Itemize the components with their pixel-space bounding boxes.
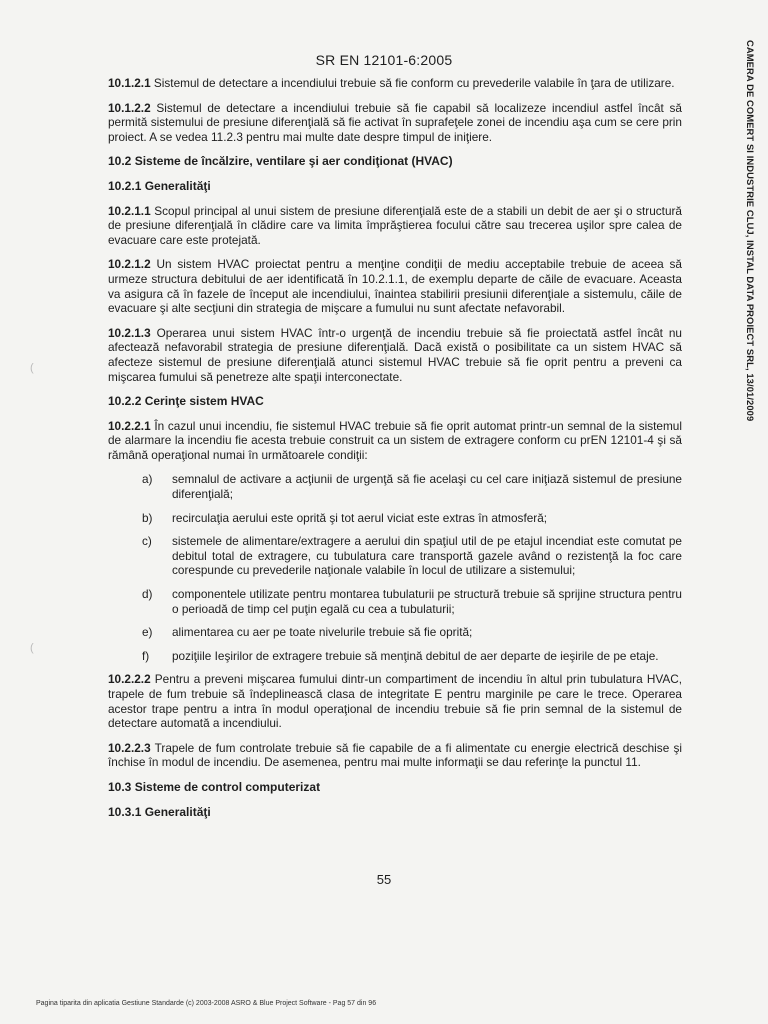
list-item bbox=[108, 472, 682, 501]
section-heading: 10.2.1 Generalităţi bbox=[108, 178, 211, 193]
page-number: 55 bbox=[376, 872, 392, 887]
clause-number: 10.2.2.3 bbox=[108, 740, 151, 755]
standard-title: SR EN 12101-6:2005 bbox=[315, 52, 453, 68]
clause-paragraph bbox=[108, 257, 682, 315]
clause-text: Un sistem HVAC proiectat pentru a menţine condiţii de mediu acceptabile trebuie de aceea să urmeze structura debitului de aer identificată în 10.2.1.1, de exemplu departe de căile de evacuare. Aceasta va asigura că în fazele de început ale incendiului, înaintea stabilirii presiunii diferenţiale a sistemulu, căile de evacuare şi alte secţiuni din strategia de mişcare a fumului nu sunt afectate nefavorabil. bbox=[108, 257, 682, 316]
clause-number: 10.2.1.2 bbox=[108, 257, 151, 272]
clause-paragraph bbox=[108, 741, 682, 770]
clause-text: Sistemul de detectare a incendiului trebuie să fie conform cu prevederile valabile în ţara de utilizare. bbox=[150, 76, 675, 90]
section-heading: 10.3.1 Generalităţi bbox=[108, 804, 211, 819]
clause-text: Sistemul de detectare a incendiului trebuie să fie capabil să localizeze incendiul astfel încât să permită sistemului de presiune diferenţială să fie activat în suprafeţele zonei de incendiu aşa cum se cere prin proiect. A se vedea 11.2.3 pentru mai multe date despre timpul de iniţiere. bbox=[108, 100, 682, 144]
clause-text: Pentru a preveni mişcarea fumului dintr-un compartiment de incendiu în altul prin tubulatura HVAC, trapele de fum trebuie să îndeplinească clasa de integritate E pentru marginile pe care le trece. Operarea acestor trape pentru a intra în modul operaţional de incendiu trebuie să fie prin semnal de la sistemul de detectare automată a incendiului. bbox=[108, 672, 682, 731]
section-heading: 10.2 Sisteme de încălzire, ventilare şi aer condiţionat (HVAC) bbox=[108, 154, 453, 169]
clause-number: 10.1.2.1 bbox=[108, 76, 151, 90]
conditions-list bbox=[108, 472, 682, 663]
clause-paragraph bbox=[108, 419, 682, 463]
print-footer: Pagina tiparita din aplicatia Gestiune Standarde (c) 2003-2008 ASRO & Blue Project Software - Pag 57 din 96 bbox=[36, 1000, 377, 1007]
clause-number: 10.2.2.2 bbox=[108, 672, 151, 687]
list-item-text: alimentarea cu aer pe toate nivelurile trebuie să fie oprită; bbox=[172, 625, 473, 640]
list-item-text: componentele utilizate pentru montarea tubulaturii pe structură trebuie să sprijine structura pentru o perioadă de timp cel puţin egală cu cea a tubulaturii; bbox=[172, 587, 682, 616]
list-item bbox=[108, 587, 682, 616]
clause-number: 10.2.2.1 bbox=[108, 418, 151, 433]
clause-paragraph bbox=[108, 101, 682, 145]
list-item-marker: e) bbox=[142, 625, 153, 640]
side-stamp-text: CAMERA DE COMERT SI INDUSTRIE CLUJ, INSTAL DATA PROIECT SRL, 13/01/2009 bbox=[745, 40, 756, 422]
clause-paragraph bbox=[108, 76, 682, 91]
list-item bbox=[108, 625, 682, 640]
clause-number: 10.1.2.2 bbox=[108, 100, 151, 115]
list-item-text: poziţiile Ieşirilor de extragere trebuie să menţină debitul de aer departe de ieşirile de pe etaje. bbox=[172, 648, 659, 663]
list-item-marker: f) bbox=[142, 648, 150, 663]
list-item-marker: a) bbox=[142, 472, 153, 487]
section-blocks-bottom bbox=[108, 672, 682, 819]
section-heading: 10.2.2 Cerinţe sistem HVAC bbox=[108, 394, 264, 409]
list-item-marker: d) bbox=[142, 587, 153, 602]
section-heading: 10.3 Sisteme de control computerizat bbox=[108, 779, 321, 794]
clause-paragraph bbox=[108, 326, 682, 384]
section-blocks-top bbox=[108, 76, 682, 462]
list-item bbox=[108, 534, 682, 578]
clause-number: 10.2.1.3 bbox=[108, 325, 151, 340]
clause-text: Scopul principal al unui sistem de presiune diferenţială este de a stabili un debit de aer şi o structură de presiune diferenţială în clădire care va limita împrăştierea focului către sau trecerea uşilor spre calea de evacuare care este protejată. bbox=[108, 203, 682, 247]
list-item-marker: b) bbox=[142, 510, 153, 525]
list-item bbox=[108, 511, 682, 526]
clause-paragraph bbox=[108, 204, 682, 248]
margin-mark: ( bbox=[30, 362, 34, 374]
document-body bbox=[108, 76, 682, 829]
list-item-text: sistemele de alimentare/extragere a aerului din spaţiul util de pe etajul incendiat este comutat pe debitul total de extragere, cu tubulatura care transportă gazele având o rezistenţă la foc care corespunde cu prevederile naţionale valabile în locul de utilizare a sistemului; bbox=[172, 534, 682, 578]
list-item-text: semnalul de activare a acţiunii de urgenţă să fie acelaşi cu cel care iniţiază sistemul de presiune diferenţială; bbox=[172, 472, 682, 502]
list-item-text: recirculaţia aerului este oprită şi tot aerul viciat este extras în atmosferă; bbox=[172, 510, 548, 525]
clause-text: Trapele de fum controlate trebuie să fie capabile de a fi alimentate cu energie electrică deschise şi închise în modul de incendiu. De asemenea, pentru mai multe informaţii se dau referinţe la punctul 11. bbox=[108, 740, 682, 770]
clause-text: Operarea unui sistem HVAC într-o urgenţă de incendiu trebuie să fie proiectată astfel încât nu afectează nefavorabil strategia de presiune diferenţială. Dacă există o posibilitate ca un sistem HVAC să afecteze sistemul de presiune diferenţială atunci sistemul HVAC trebuie să fie oprit pentru a preveni ca mişcarea fumului să penetreze alte spaţii interconectate. bbox=[108, 325, 682, 384]
list-item bbox=[108, 649, 682, 664]
clause-number: 10.2.1.1 bbox=[108, 203, 151, 218]
side-stamp bbox=[746, 40, 758, 440]
list-item-marker: c) bbox=[142, 534, 152, 549]
clause-paragraph bbox=[108, 672, 682, 730]
clause-text: În cazul unui incendiu, fie sistemul HVAC trebuie să fie oprit automat printr-un semnal de la sistemul de alarmare la incendiu fie acesta trebuie construit ca un sistem de extragere conform cu prEN 12101-4 şi să rămână operaţional numai în următoarele condiţii: bbox=[108, 418, 682, 462]
margin-mark: ( bbox=[30, 642, 34, 654]
